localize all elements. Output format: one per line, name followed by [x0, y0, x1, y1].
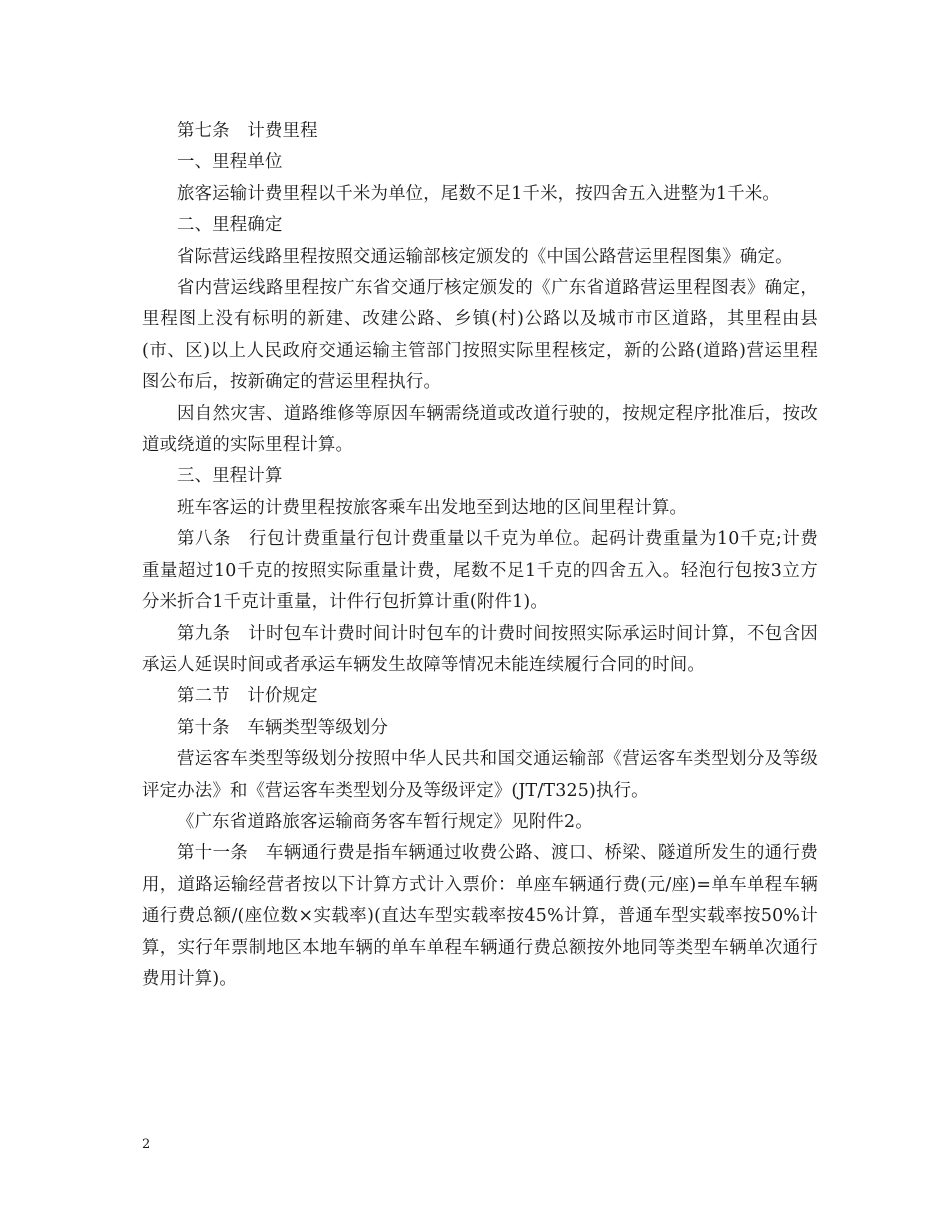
paragraph-detour-mileage: 因自然灾害、道路维修等原因车辆需绕道或改道行驶的，按规定程序批准后，按改道或绕道的实际里程计算。 [142, 403, 818, 456]
paragraph-article-11-toll-fees: 第十一条 车辆通行费是指车辆通过收费公路、渡口、桥梁、隧道所发生的通行费用，道路运输经营者按以下计算方式计入票价：单座车辆通行费(元/座)=单车单程车辆通行费总额/(座位数×实载率)(直达车型实载率按45%计算，普通车型实载率按50%计算，实行年票制地区本地车辆的单车单程车辆通行费总额按外地同等类型车辆单次通行费用计算)。 [142, 843, 818, 989]
heading-article-10: 第十条 车辆类型等级划分 [177, 717, 389, 738]
subheading-mileage-calculation: 三、里程计算 [177, 466, 283, 487]
paragraph-article-8-luggage-weight: 第八条 行包计费重量行包计费重量以千克为单位。起码计费重量为10千克;计费重量超过10千克的按照实际重量计费，尾数不足1千克的四舍五入。轻泡行包按3立方分米折合1千克计重量，计件行包折算计重(附件1)。 [142, 529, 818, 613]
paragraph-mileage-unit: 旅客运输计费里程以千米为单位，尾数不足1千米，按四舍五入进整为1千米。 [177, 183, 781, 204]
paragraph-vehicle-classification: 营运客车类型等级划分按照中华人民共和国交通运输部《营运客车类型划分及等级评定办法》和《营运客车类型划分及等级评定》(JT/T325)执行。 [142, 749, 818, 801]
heading-article-7: 第七条 计费里程 [177, 121, 318, 141]
heading-section-2: 第二节 计价规定 [177, 686, 318, 707]
paragraph-provincial-mileage: 省内营运线路里程按广东省交通厅核定颁发的《广东省道路营运里程图表》确定，里程图上没有标明的新建、改建公路、乡镇(村)公路以及城市市区道路，其里程由县(市、区)以上人民政府交通运输主管部门按照实际里程核定，新的公路(道路)营运里程图公布后，按新确定的营运里程执行。 [142, 278, 818, 393]
paragraph-scheduled-bus-mileage: 班车客运的计费里程按旅客乘车出发地至到达地的区间里程计算。 [177, 497, 688, 518]
subheading-mileage-unit: 一、里程单位 [177, 152, 283, 173]
paragraph-interprovincial-mileage: 省际营运线路里程按照交通运输部核定颁发的《中国公路营运里程图集》确定。 [177, 246, 793, 267]
subheading-mileage-determination: 二、里程确定 [177, 215, 283, 236]
document-body [142, 116, 818, 995]
paragraph-article-9-charter-time: 第九条 计时包车计费时间计时包车的计费时间按照实际承运时间计算，不包含因承运人延误时间或者承运车辆发生故障等情况未能连续履行合同的时间。 [142, 623, 818, 675]
paragraph-business-bus-rules: 《广东省道路旅客运输商务客车暂行规定》见附件2。 [177, 811, 593, 832]
page-number: 2 [142, 1137, 151, 1152]
